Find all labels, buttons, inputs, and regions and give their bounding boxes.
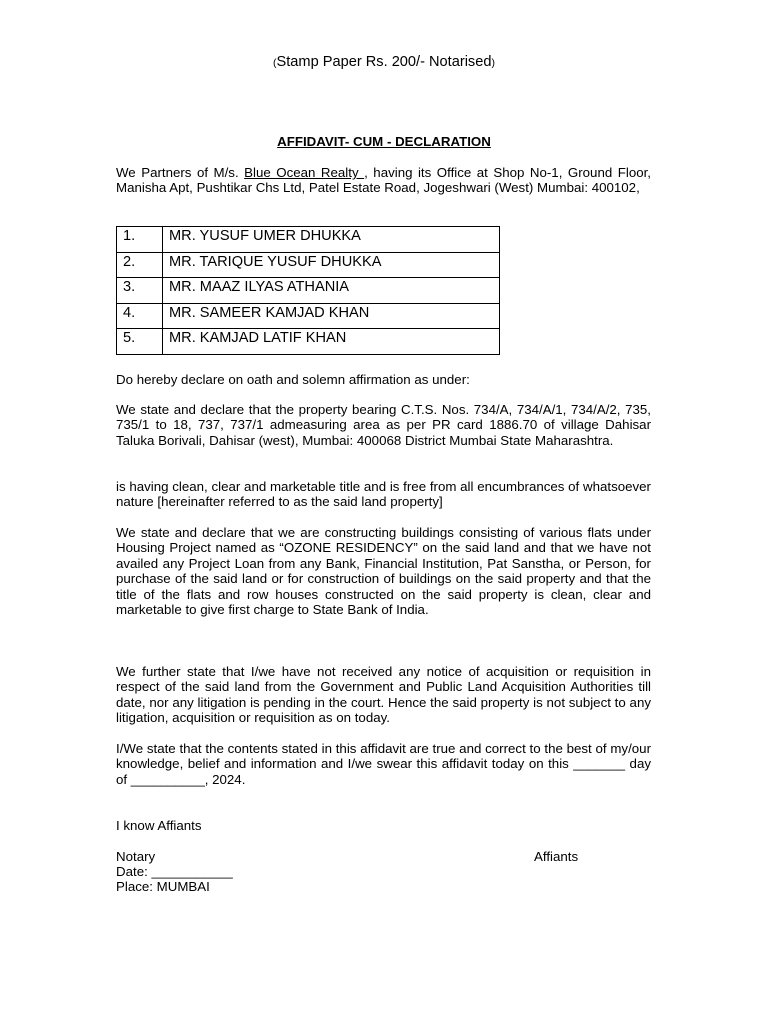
place-line: Place: MUMBAI [116,879,210,894]
partner-number: 4. [117,303,163,329]
oath-paragraph: I/We state that the contents stated in this affidavit are true and correct to the best of my/our knowledge, belief and information and I/we swear this affidavit today on this _______ day of __________, 2024. [116,741,651,787]
partner-name: MR. MAAZ ILYAS ATHANIA [163,278,500,304]
partner-row [117,252,500,278]
intro-paragraph [116,165,651,196]
notary-label: Notary [116,849,156,864]
partner-row [117,227,500,253]
partner-number: 5. [117,329,163,355]
firm-name: Blue Ocean Realty [244,165,365,180]
partners-table [116,226,500,355]
construction-paragraph: We state and declare that we are constructing buildings consisting of various flats under Housing Project named as “OZONE RESIDENCY” on the said land and that we have not availed any Project Loan from any Bank, Financial Institution, Pat Sanstha, or Person, for purchase of the said land or for construction of buildings on the said property and that the title of the flats and row houses constructed on the said property is clean, clear and marketable to give first charge to State Bank of India. [116,525,651,618]
know-affiants-line: I know Affiants [116,818,202,833]
stamp-paper-note [0,53,768,72]
stamp-close-paren: ) [491,57,495,69]
stamp-paper-text: Stamp Paper Rs. 200/- Notarised [276,54,492,70]
partner-row [117,278,500,304]
partner-number: 2. [117,252,163,278]
partner-row [117,303,500,329]
notice-paragraph: We further state that I/we have not received any notice of acquisition or requisition in respect of the said land from the Government and Public Land Acquisition Authorities till date, nor any litigation is pending in the court. Hence the said property is not subject to any litigation, acquisition or requisition as on today. [116,664,651,726]
partner-number: 3. [117,278,163,304]
property-paragraph: We state and declare that the property bearing C.T.S. Nos. 734/A, 734/A/1, 734/A/2, 735, 735/1 to 18, 737, 737/1 admeasuring area as per PR card 1886.70 of village Dahisar Taluka Borivali, Dahisar (west), Mumbai: 400068 District Mumbai State Maharashtra. [116,402,651,448]
partner-name: MR. KAMJAD LATIF KHAN [163,329,500,355]
intro-suffix: , having its Office at Shop No-1, Ground Floor, Manisha Apt, Pushtikar Chs Ltd, Patel Estate Road, Jogeshwari (West) Mumbai: 400102, [116,165,651,196]
partner-name: MR. TARIQUE YUSUF DHUKKA [163,252,500,278]
affiants-label: Affiants [534,849,579,864]
title-paragraph: is having clean, clear and marketable title and is free from all encumbrances of whatsoever nature [hereinafter referred to as the said land property] [116,479,651,510]
stamp-open-paren: ( [273,57,277,69]
partner-name: MR. SAMEER KAMJAD KHAN [163,303,500,329]
partner-number: 1. [117,227,163,253]
partner-row [117,329,500,355]
intro-prefix: We Partners of M/s. [116,165,245,180]
partner-name: MR. YUSUF UMER DHUKKA [163,227,500,253]
declare-line: Do hereby declare on oath and solemn affirmation as under: [116,372,470,387]
document-title: AFFIDAVIT- CUM - DECLARATION [277,134,491,149]
date-line: Date: ___________ [116,864,233,879]
